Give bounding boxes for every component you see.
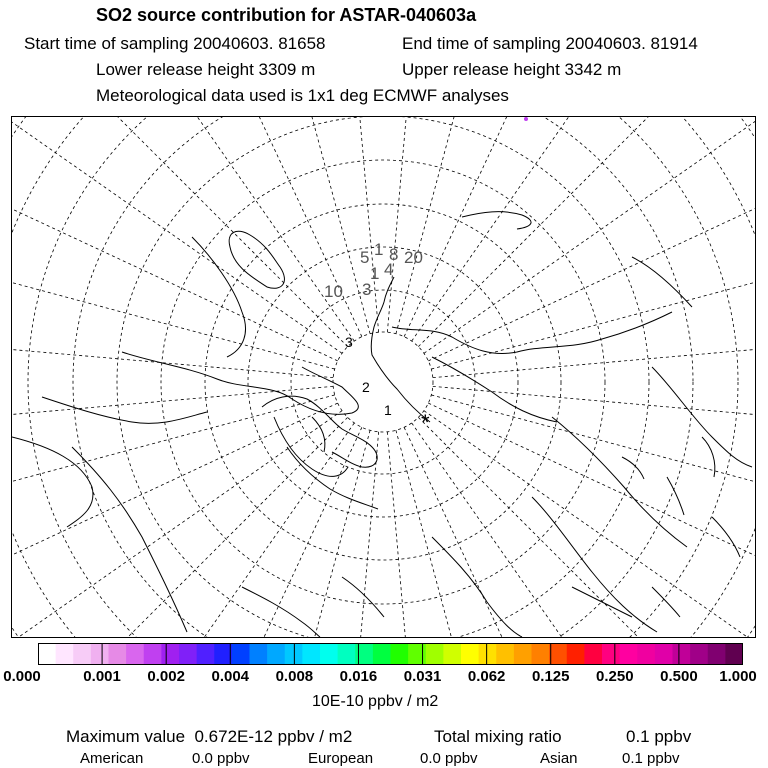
max-value-dot xyxy=(524,117,528,121)
meridian-line xyxy=(431,395,755,563)
lower-height-label: Lower release height 3309 m xyxy=(96,60,316,79)
cluster-label-20: 20 xyxy=(404,248,423,267)
colorbar-tick-label: 0.002 xyxy=(147,668,185,685)
colorbar-swatch xyxy=(179,643,197,665)
upper-height-label: Upper release height 3342 m xyxy=(402,60,622,79)
colorbar-tick-label: 0.008 xyxy=(275,668,314,685)
colorbar-tick-label: 0.062 xyxy=(467,668,506,685)
latitude-circle xyxy=(12,117,755,637)
colorbar-tick-label: 0.004 xyxy=(211,668,250,685)
meridian-line xyxy=(396,117,564,334)
meridian-line xyxy=(418,417,755,637)
colorbar-swatch xyxy=(461,643,479,665)
meridian-line xyxy=(404,427,679,637)
meridian-line xyxy=(418,117,755,347)
colorbar-swatch xyxy=(443,643,461,665)
colorbar-swatch xyxy=(408,643,426,665)
colorbar-swatch xyxy=(232,643,250,665)
colorbar-swatch xyxy=(391,643,409,665)
region-asian-name: Asian xyxy=(540,750,578,767)
colorbar-swatch xyxy=(655,643,673,665)
colorbar-swatch xyxy=(426,643,444,665)
meridian-line xyxy=(12,411,342,637)
track-label-1: 1 xyxy=(384,402,392,418)
meridian-line xyxy=(12,321,333,378)
meridian-line xyxy=(12,117,342,353)
colorbar-tick-label: 0.000 xyxy=(3,668,41,685)
total-mixing-label: Total mixing ratio xyxy=(434,727,562,746)
colorbar-swatch xyxy=(91,643,109,665)
colorbar-swatch xyxy=(161,643,179,665)
colorbar-swatch xyxy=(725,643,743,665)
colorbar-swatch xyxy=(532,643,550,665)
track-label-3: 3 xyxy=(345,334,353,350)
meridian-line xyxy=(12,117,338,361)
latitude-circle xyxy=(73,117,693,637)
colorbar-swatch xyxy=(38,643,56,665)
colorbar-swatch xyxy=(250,643,268,665)
track-label-2: 2 xyxy=(362,379,370,395)
meridian-line xyxy=(428,117,755,361)
cluster-label-3: 3 xyxy=(362,280,372,299)
colorbar-tick-label: 0.016 xyxy=(339,668,378,685)
colorbar-tick-label: 0.031 xyxy=(403,668,442,685)
colorbar-swatch xyxy=(496,643,514,665)
meridian-line xyxy=(12,201,335,369)
meridian-line xyxy=(387,432,444,637)
polar-map-canvas xyxy=(12,117,755,637)
colorbar-swatch xyxy=(214,643,232,665)
lat-lon-grid xyxy=(12,117,755,637)
colorbar-swatch xyxy=(197,643,215,665)
colorbar-tick-label: 0.500 xyxy=(660,668,698,685)
colorbar-swatch xyxy=(285,643,303,665)
colorbar-unit: 10E-10 ppbv / m2 xyxy=(312,693,439,710)
max-value-label: Maximum value 0.672E-12 ppbv / m2 xyxy=(66,727,353,746)
meridian-line xyxy=(396,430,564,637)
colorbar-swatch xyxy=(338,643,356,665)
meridian-line xyxy=(12,417,348,637)
colorbar-swatch xyxy=(56,643,74,665)
cluster-label-10: 10 xyxy=(324,282,343,301)
colorbar-swatch xyxy=(567,643,585,665)
colorbar-swatch xyxy=(637,643,655,665)
region-european-name: European xyxy=(308,750,374,767)
meridian-line xyxy=(424,411,755,637)
release-site-marker: * xyxy=(421,410,430,435)
cluster-label-1b: 1 xyxy=(370,264,380,283)
colorbar-swatch xyxy=(126,643,144,665)
region-asian-value: 0.1 ppbv xyxy=(622,750,680,767)
colorbar-swatch xyxy=(302,643,320,665)
meridian-line xyxy=(431,201,755,369)
latitude-circle xyxy=(12,117,755,637)
colorbar-swatch xyxy=(109,643,127,665)
region-american-name: American xyxy=(80,750,144,767)
meridian-line xyxy=(12,423,354,637)
trajectory-labels xyxy=(324,240,430,435)
meridian-line xyxy=(387,117,444,332)
colorbar-swatch xyxy=(267,643,285,665)
colorbar-swatch xyxy=(708,643,726,665)
map-title: SO2 source contribution for ASTAR-040603a xyxy=(96,5,477,25)
meridian-line xyxy=(12,117,348,347)
colorbar-tick-label: 0.250 xyxy=(596,668,634,685)
colorbar-swatch xyxy=(549,643,567,665)
meridian-line xyxy=(12,117,354,341)
colorbar-swatch xyxy=(690,643,708,665)
meridian-line xyxy=(412,423,755,637)
latitude-circle xyxy=(117,117,649,637)
colorbar-swatch xyxy=(620,643,638,665)
cluster-label-8: 8 xyxy=(389,245,399,264)
polar-map xyxy=(11,116,756,638)
cluster-label-4: 4 xyxy=(384,260,394,279)
meridian-line xyxy=(433,386,755,443)
colorbar-swatch xyxy=(144,643,162,665)
latitude-circle xyxy=(291,290,475,474)
colorbar-swatch xyxy=(373,643,391,665)
colorbar-swatch xyxy=(73,643,91,665)
meridian-line xyxy=(433,321,755,378)
meridian-line xyxy=(12,403,338,637)
meridian-line xyxy=(424,117,755,353)
met-data-label: Meteorological data used is 1x1 deg ECMWF analyses xyxy=(96,86,509,105)
meridian-line xyxy=(202,117,370,334)
cluster-label-1a: 1 xyxy=(374,240,384,259)
colorbar-swatch xyxy=(584,643,602,665)
colorbar-swatch xyxy=(320,643,338,665)
colorbar-swatch xyxy=(602,643,620,665)
latitude-circle xyxy=(248,247,518,517)
cluster-label-5: 5 xyxy=(360,248,370,267)
meridian-line xyxy=(12,395,335,563)
region-european-value: 0.0 ppbv xyxy=(420,750,478,767)
colorbar xyxy=(38,643,743,665)
colorbar-ticks xyxy=(0,668,768,688)
total-mixing-value: 0.1 ppbv xyxy=(626,727,692,746)
start-time-label: Start time of sampling 20040603. 81658 xyxy=(24,34,326,53)
colorbar-swatch xyxy=(479,643,497,665)
coastlines xyxy=(12,212,752,637)
end-time-label: End time of sampling 20040603. 81914 xyxy=(402,34,698,53)
colorbar-swatch xyxy=(514,643,532,665)
colorbar-tick-label: 0.001 xyxy=(83,668,121,685)
colorbar-swatch xyxy=(673,643,691,665)
meridian-line xyxy=(202,430,370,637)
colorbar-tick-label: 0.125 xyxy=(531,668,570,685)
latitude-circle xyxy=(28,117,738,637)
colorbar-tick-label: 1.000 xyxy=(719,668,757,685)
region-american-value: 0.0 ppbv xyxy=(192,750,250,767)
meridian-line xyxy=(428,403,755,637)
